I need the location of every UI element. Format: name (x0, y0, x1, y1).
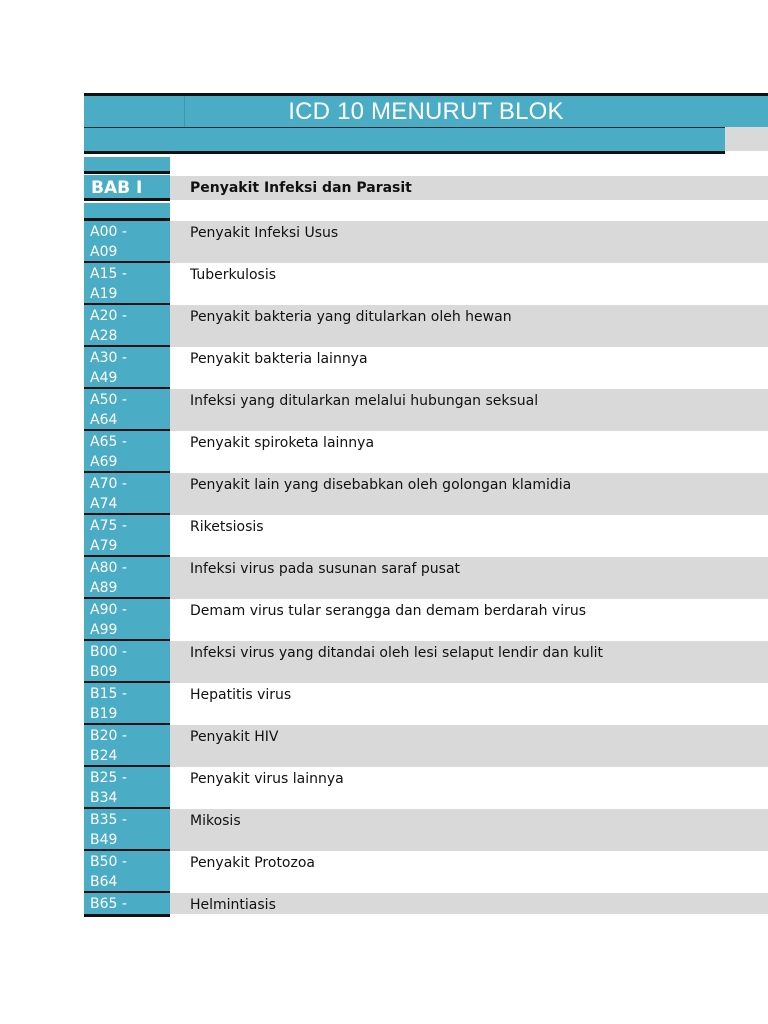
chapter-title: Penyakit Infeksi dan Parasit (170, 176, 768, 200)
title-bar-left-cell (84, 96, 185, 127)
block-description: Demam virus tular serangga dan demam berdarah virus (190, 603, 587, 619)
block-code-end: A64 (90, 412, 118, 428)
table-row (84, 809, 768, 851)
block-description: Penyakit bakteria lainnya (190, 351, 368, 367)
block-description: Penyakit Infeksi Usus (170, 221, 768, 263)
block-code-end: A19 (90, 286, 118, 302)
table-row (84, 347, 768, 389)
block-code-start: A75 - (90, 518, 127, 534)
block-code-end: A79 (90, 538, 118, 554)
page-title: ICD 10 MENURUT BLOK (288, 97, 564, 125)
block-code-end: A74 (90, 496, 118, 512)
block-code (84, 599, 170, 641)
block-code-start: A15 - (90, 266, 127, 282)
block-code-start: B65 - (90, 896, 127, 912)
block-code-start: B25 - (90, 770, 127, 786)
block-code (84, 263, 170, 305)
block-description: Hepatitis virus (190, 687, 292, 703)
block-code (84, 683, 170, 725)
table-row (84, 389, 768, 431)
block-code-start: A90 - (90, 602, 127, 618)
block-code (84, 641, 170, 683)
table-row (84, 263, 768, 305)
block-code-end: A99 (90, 622, 118, 638)
block-code-start: A70 - (90, 476, 127, 492)
block-code (84, 809, 170, 851)
block-description: Riketsiosis (190, 519, 264, 535)
block-description: Infeksi yang ditularkan melalui hubungan seksual (170, 389, 768, 431)
block-description: Penyakit HIV (170, 725, 768, 767)
table-row (84, 221, 768, 263)
table-row (84, 767, 768, 809)
block-code (84, 515, 170, 557)
block-description: Mikosis (170, 809, 768, 851)
sub-header-bar (84, 127, 725, 154)
block-code (84, 305, 170, 347)
block-code-end: A69 (90, 454, 118, 470)
block-code-start: B00 - (90, 644, 127, 660)
table-row (84, 305, 768, 347)
table-row (84, 515, 768, 557)
block-code (84, 557, 170, 599)
block-code-end: B09 (90, 664, 118, 680)
block-code (84, 431, 170, 473)
table-row (84, 473, 768, 515)
block-code (84, 473, 170, 515)
table-row (84, 599, 768, 641)
block-code (84, 851, 170, 893)
sub-header-gray-cell (725, 127, 768, 151)
block-description: Penyakit lain yang disebabkan oleh golongan klamidia (170, 473, 768, 515)
spacer-cell (84, 157, 170, 174)
table-row (84, 641, 768, 683)
chapter-code: BAB I (84, 175, 170, 201)
block-code-start: B15 - (90, 686, 127, 702)
block-code-start: A20 - (90, 308, 127, 324)
block-code (84, 389, 170, 431)
block-code-start: A65 - (90, 434, 127, 450)
table-row (84, 893, 768, 917)
block-code-start: A80 - (90, 560, 127, 576)
table-row (84, 725, 768, 767)
block-code-start: B35 - (90, 812, 127, 828)
block-code-end: A49 (90, 370, 118, 386)
block-description: Infeksi virus pada susunan saraf pusat (170, 557, 768, 599)
table-row (84, 557, 768, 599)
block-code-start: A50 - (90, 392, 127, 408)
block-code-end: B24 (90, 748, 118, 764)
block-code-end: A89 (90, 580, 118, 596)
block-code-start: B50 - (90, 854, 127, 870)
table-row (84, 683, 768, 725)
block-code (84, 347, 170, 389)
block-description: Penyakit bakteria yang ditularkan oleh hewan (170, 305, 768, 347)
block-code-end: B64 (90, 874, 118, 890)
block-code (84, 767, 170, 809)
block-code-end: A28 (90, 328, 118, 344)
block-description: Penyakit Protozoa (190, 855, 315, 871)
block-description: Penyakit spiroketa lainnya (190, 435, 375, 451)
block-description: Helmintiasis (170, 893, 768, 914)
block-code (84, 221, 170, 263)
block-table (84, 221, 768, 917)
block-code-end: A09 (90, 244, 118, 260)
block-code-end: B34 (90, 790, 118, 806)
block-code (84, 725, 170, 767)
block-code-start: A00 - (90, 224, 127, 240)
spacer-cell (84, 203, 170, 221)
block-code-end: B49 (90, 832, 118, 848)
block-code (84, 893, 170, 917)
block-description: Infeksi virus yang ditandai oleh lesi selaput lendir dan kulit (170, 641, 768, 683)
block-code-end: B19 (90, 706, 118, 722)
block-description: Tuberkulosis (190, 267, 277, 283)
block-description: Penyakit virus lainnya (190, 771, 344, 787)
table-row (84, 431, 768, 473)
title-bar (84, 93, 768, 127)
block-code-start: A30 - (90, 350, 127, 366)
table-row (84, 851, 768, 893)
block-code-start: B20 - (90, 728, 127, 744)
